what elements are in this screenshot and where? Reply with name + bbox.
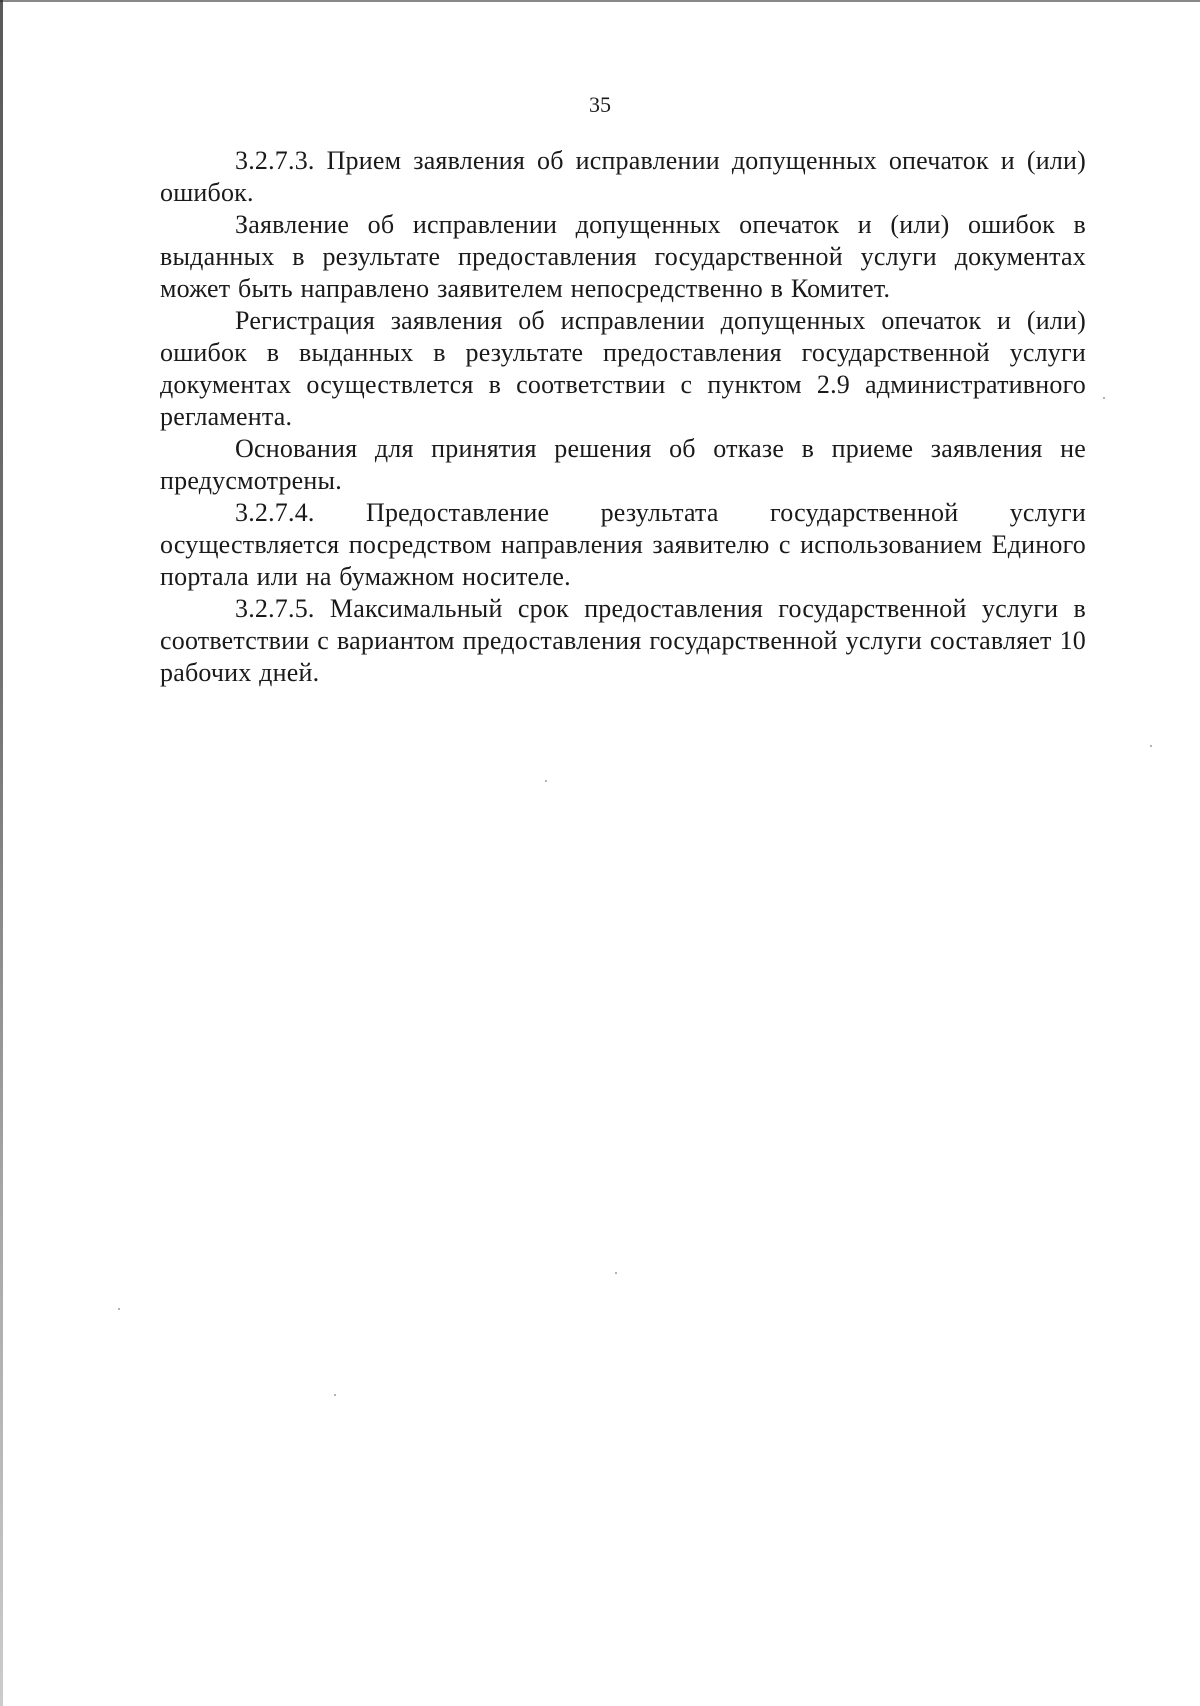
paragraph-3-2-7-4: 3.2.7.4. Предоставление результата государственной услуги осуществляется посредством направления заявителю с использованием Единого портала или на бумажном носителе.: [160, 498, 1086, 591]
scan-speck: [615, 1272, 617, 1274]
page-number: 35: [589, 92, 611, 117]
scan-edge-left: [0, 0, 3, 1706]
document-body: [160, 145, 1086, 689]
paragraph-application-submission: Заявление об исправлении допущенных опечаток и (или) ошибок в выданных в результате предоставления государственной услуги документах может быть направлено заявителем непосредственно в Комитет.: [160, 210, 1086, 303]
scan-speck: [1103, 397, 1105, 399]
paragraph-registration: Регистрация заявления об исправлении допущенных опечаток и (или) ошибок в выданных в результате предоставления государственной услуги документах осуществлется в соответствии с пунктом 2.9 административного регламента.: [160, 306, 1086, 431]
scan-speck: [545, 780, 547, 782]
paragraph-3-2-7-5: 3.2.7.5. Максимальный срок предоставления государственной услуги в соответствии с вариантом предоставления государственной услуги составляет 10 рабочих дней.: [160, 594, 1086, 687]
paragraph-refusal-grounds: Основания для принятия решения об отказе в приеме заявления не предусмотрены.: [160, 434, 1086, 495]
scan-speck: [334, 1394, 336, 1396]
scan-speck: [1150, 745, 1152, 747]
scan-speck: [118, 1308, 120, 1310]
paragraph-3-2-7-3: 3.2.7.3. Прием заявления об исправлении допущенных опечаток и (или) ошибок.: [160, 146, 1086, 207]
scan-edge-top: [0, 0, 1200, 2]
